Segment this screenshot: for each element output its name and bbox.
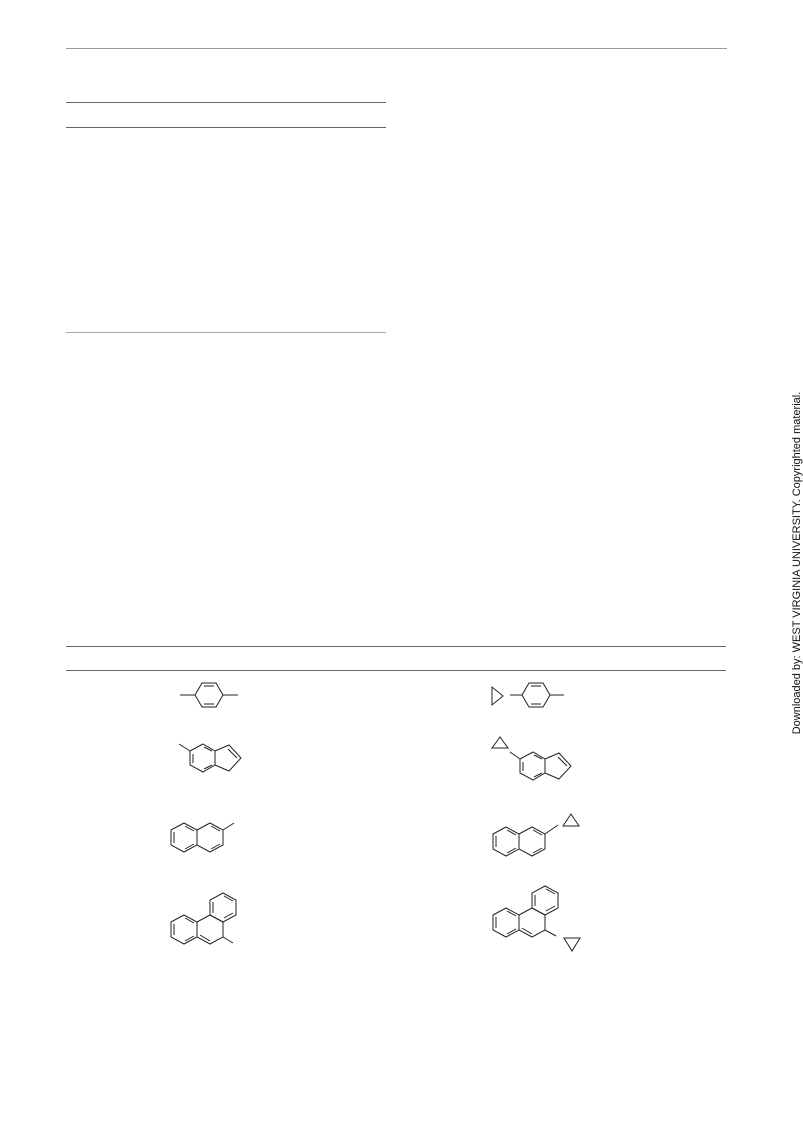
9-methylphenanthrene-structure (168, 885, 248, 950)
table1-header-rule (66, 127, 386, 128)
cyclopropyl-bicyclic-aromatic-structure (488, 733, 578, 788)
table2-top-rule (66, 646, 726, 647)
cyclopropyl-p-tolyl-structure (488, 676, 573, 716)
table1-bottom-rule (66, 332, 386, 333)
2-methylnaphthalene-structure (168, 814, 243, 859)
table1-top-rule (66, 102, 386, 103)
9-cyclopropylphenanthrene-structure (490, 878, 585, 958)
table2-header-rule (66, 670, 726, 671)
2-cyclopropylnaphthalene-structure (490, 808, 585, 863)
page-top-rule (66, 48, 727, 49)
copyright-watermark: Downloaded by: WEST VIRGINIA UNIVERSITY. Copyrighted material. (791, 391, 803, 735)
methyl-bicyclic-aromatic-structure (175, 735, 250, 785)
p-xylene-structure (175, 676, 245, 716)
